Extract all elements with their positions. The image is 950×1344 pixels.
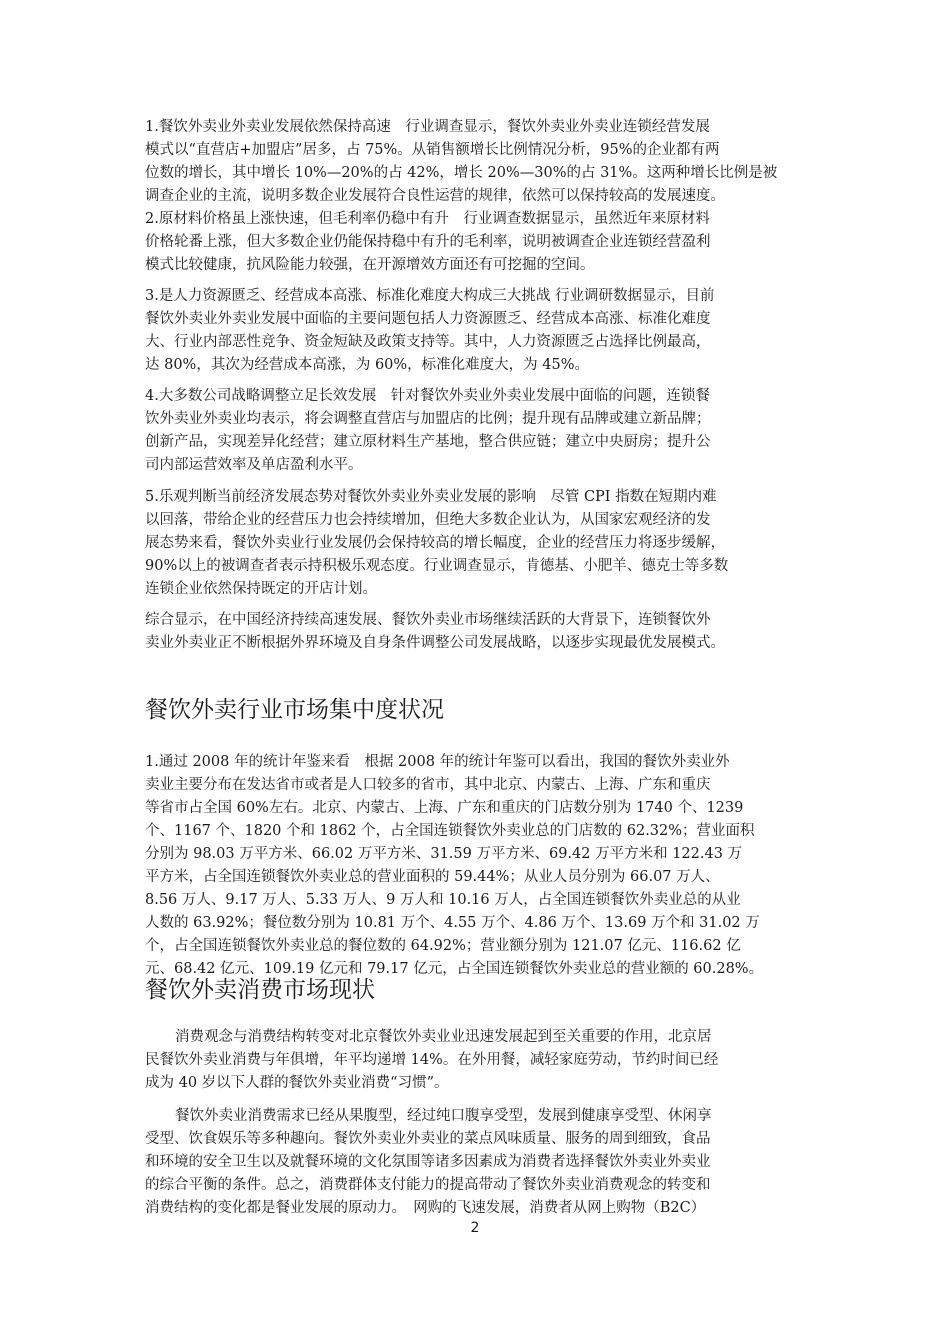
text-line: 人数的 63.92%；餐位数分别为 10.81 万个、4.55 万个、4.86 万个、13.69 万个和 31.02 万 xyxy=(145,915,760,931)
text-line: 卖业外卖业正不断根据外界环境及自身条件调整公司发展战略，以逐步实现最优发展模式。 xyxy=(145,635,725,651)
text-line: 达 80%，其次为经营成本高涨，为 60%，标准化难度大，为 45%。 xyxy=(145,357,590,373)
paragraph-consumption-habits xyxy=(145,1026,817,1095)
text-line: 3.是人力资源匮乏、经营成本高涨、标准化难度大构成三大挑战 行业调研数据显示，目前 xyxy=(145,288,715,304)
paragraph-growth-trends xyxy=(145,116,817,277)
text-line: 消费观念与消费结构转变对北京餐饮外卖业业迅速发展起到至关重要的作用，北京居 xyxy=(175,1029,712,1045)
text-line: 模式比较健康，抗风险能力较强，在开源增效方面还有可挖掘的空间。 xyxy=(145,257,595,273)
text-line: 卖业主要分布在发达省市或者是人口较多的省市，其中北京、内蒙古、上海、广东和重庆 xyxy=(145,777,711,793)
text-line: 餐饮外卖业外卖业发展中面临的主要问题包括人力资源匮乏、经营成本高涨、标准化难度 xyxy=(145,311,711,327)
text-line: 民餐饮外卖业消费与年俱增，年平均递增 14%。在外用餐，减轻家庭劳动，节约时间已经 xyxy=(145,1052,719,1068)
text-line: 4.大多数公司战略调整立足长效发展 针对餐饮外卖业外卖业发展中面临的问题，连锁餐 xyxy=(145,388,710,404)
text-line: 等省市占全国 60%左右。北京、内蒙古、上海、广东和重庆的门店数分别为 1740 个、1239 xyxy=(145,800,744,816)
text-line: 分别为 98.03 万平方米、66.02 万平方米、31.59 万平方米、69.42 万平方米和 122.43 万 xyxy=(145,846,743,862)
text-line: 创新产品，实现差异化经营；建立原材料生产基地，整合供应链；建立中央厨房；提升公 xyxy=(145,434,711,450)
text-line: 1.通过 2008 年的统计年鉴来看 根据 2008 年的统计年鉴可以看出，我国的餐饮外卖业外 xyxy=(145,754,730,770)
text-line: 受型、饮食娱乐等多种趣向。餐饮外卖业外卖业的菜点风味质量、服务的周到细致，食品 xyxy=(145,1131,711,1147)
text-line: 个、1167 个、1820 个和 1862 个，占全国连锁餐饮外卖业总的门店数的 62.32%；营业面积 xyxy=(145,823,755,839)
section-heading: 餐饮外卖行业市场集中度状况 xyxy=(145,697,444,723)
text-line: 餐饮外卖业消费需求已经从果腹型，经过纯口腹享受型，发展到健康享受型、休闲享 xyxy=(175,1108,712,1124)
text-line: 司内部运营效率及单店盈利水平。 xyxy=(145,457,363,473)
text-line: 调查企业的主流，说明多数企业发展符合良性运营的规律，依然可以保持较高的发展速度。 xyxy=(145,188,725,204)
text-line: 模式以“直营店+加盟店”居多，占 75%。从销售额增长比例情况分析，95%的企业都有两 xyxy=(145,142,720,158)
paragraph-concentration xyxy=(145,751,817,981)
paragraph-summary xyxy=(145,609,817,655)
text-line: 综合显示，在中国经济持续高速发展、餐饮外卖业市场继续活跃的大背景下，连锁餐饮外 xyxy=(145,612,711,628)
text-line: 个，占全国连锁餐饮外卖业总的餐位数的 64.92%；营业额分别为 121.07 亿元、116.62 亿 xyxy=(145,938,741,954)
text-line: 连锁企业依然保持既定的开店计划。 xyxy=(145,581,377,597)
text-line: 5.乐观判断当前经济发展态势对餐饮外卖业外卖业发展的影响 尽管 CPI 指数在短期内难 xyxy=(145,489,717,505)
text-line: 90%以上的被调查者表示持积极乐观态度。行业调查显示，肯德基、小肥羊、德克士等多数 xyxy=(145,558,729,574)
page-number: 2 xyxy=(470,1220,480,1236)
paragraph-strategy xyxy=(145,385,817,477)
text-line: 成为 40 岁以下人群的餐饮外卖业消费“习惯”。 xyxy=(145,1075,449,1091)
paragraph-consumption-demand xyxy=(145,1105,817,1220)
paragraph-outlook xyxy=(145,486,817,601)
text-line: 展态势来看，餐饮外卖业行业发展仍会保持较高的增长幅度，企业的经营压力将逐步缓解， xyxy=(145,535,725,551)
text-line: 和环境的安全卫生以及就餐环境的文化氛围等诸多因素成为消费者选择餐饮外卖业外卖业 xyxy=(145,1154,711,1170)
text-line: 消费结构的变化都是餐业发展的原动力。 网购的飞速发展，消费者从网上购物（B2C） xyxy=(145,1200,706,1216)
text-line: 的综合平衡的条件。总之，消费群体支付能力的提高带动了餐饮外卖业消费观念的转变和 xyxy=(145,1177,711,1193)
text-line: 8.56 万人、9.17 万人、5.33 万人、9 万人和 10.16 万人，占全国连锁餐饮外卖业总的从业 xyxy=(145,892,741,908)
section-heading: 餐饮外卖消费市场现状 xyxy=(145,977,375,1003)
paragraph-challenges xyxy=(145,285,817,377)
text-line: 价格轮番上涨，但大多数企业仍能保持稳中有升的毛利率，说明被调查企业连锁经营盈利 xyxy=(145,234,711,250)
text-line: 元、68.42 亿元、109.19 亿元和 79.17 亿元，占全国连锁餐饮外卖业总的营业额的 60.28%。 xyxy=(145,961,764,977)
text-line: 以回落，带给企业的经营压力也会持续增加，但绝大多数企业认为，从国家宏观经济的发 xyxy=(145,512,711,528)
text-line: 1.餐饮外卖业外卖业发展依然保持高速 行业调查显示，餐饮外卖业外卖业连锁经营发展 xyxy=(145,119,710,135)
text-line: 平方米，占全国连锁餐饮外卖业总的营业面积的 59.44%；从业人员分别为 66.07 万人、 xyxy=(145,869,720,885)
text-line: 大、行业内部恶性竞争、资金短缺及政策支持等。其中，人力资源匮乏占选择比例最高， xyxy=(145,334,711,350)
text-line: 位数的增长，其中增长 10%—20%的占 42%，增长 20%—30%的占 31%。这两种增长比例是被 xyxy=(145,165,778,181)
text-line: 2.原材料价格虽上涨快速，但毛利率仍稳中有升 行业调查数据显示，虽然近年来原材料 xyxy=(145,211,710,227)
text-line: 饮外卖业外卖业均表示，将会调整直营店与加盟店的比例；提升现有品牌或建立新品牌； xyxy=(145,411,711,427)
